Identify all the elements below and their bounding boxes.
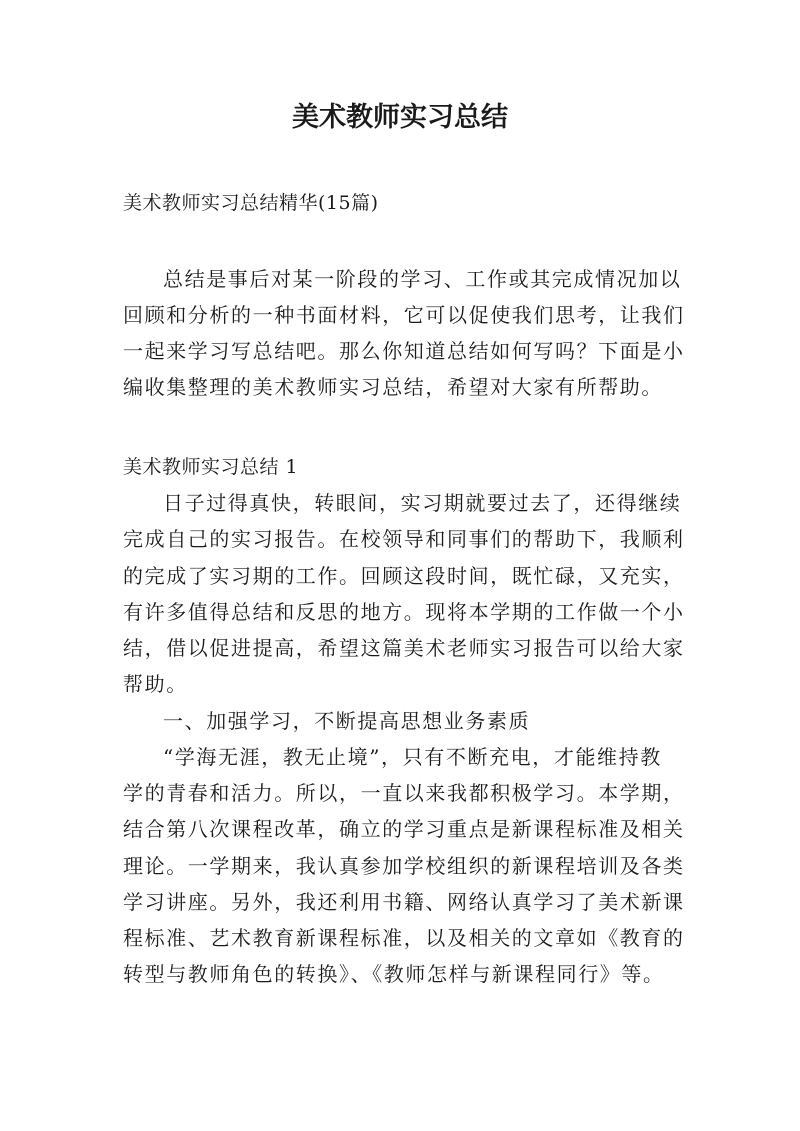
section-title: 美术教师实习总结 1 [123,456,299,478]
paragraph-line: 转型与教师角色的转换》、《教师怎样与新课程同行》等。 [123,962,665,986]
paragraph-line: 程标准、艺术教育新课程标准，以及相关的文章如《教育的 [123,926,683,950]
paragraph-line: “学海无涯，教无止境”，只有不断充电，才能维持教 [163,745,662,769]
paragraph-line: 的完成了实习期的工作。回顾这段时间，既忙碌，又充实， [123,564,683,588]
paragraph-line: 结合第八次课程改革，确立的学习重点是新课程标准及相关 [123,817,683,841]
document-title: 美术教师实习总结 [292,102,508,133]
intro-line: 总结是事后对某一阶段的学习、工作或其完成情况加以 [163,267,682,291]
intro-line: 一起来学习写总结吧。那么你知道总结如何写吗？下面是小 [123,339,683,363]
paragraph-line: 学习讲座。另外，我还利用书籍、网络认真学习了美术新课 [123,890,683,914]
paragraph-line: 帮助。 [123,672,188,696]
paragraph-line: 完成自己的实习报告。在校领导和同事们的帮助下，我顺利 [123,527,683,551]
paragraph-line: 日子过得真快，转眼间，实习期就要过去了，还得继续 [163,491,682,515]
paragraph-line: 学的青春和活力。所以，一直以来我都积极学习。本学期， [123,781,683,805]
subsection-heading: 一、加强学习，不断提高思想业务素质 [163,709,531,733]
paragraph-line: 有许多值得总结和反思的地方。现将本学期的工作做一个小 [123,600,683,624]
intro-line: 回顾和分析的一种书面材料，它可以促使我们思考，让我们 [123,303,683,327]
paragraph-line: 理论。一学期来，我认真参加学校组织的新课程培训及各类 [123,854,683,878]
document-subtitle: 美术教师实习总结精华(15篇) [123,192,379,214]
intro-line: 编收集整理的美术教师实习总结，希望对大家有所帮助。 [123,375,663,399]
paragraph-line: 结，借以促进提高，希望这篇美术老师实习报告可以给大家 [123,636,683,660]
